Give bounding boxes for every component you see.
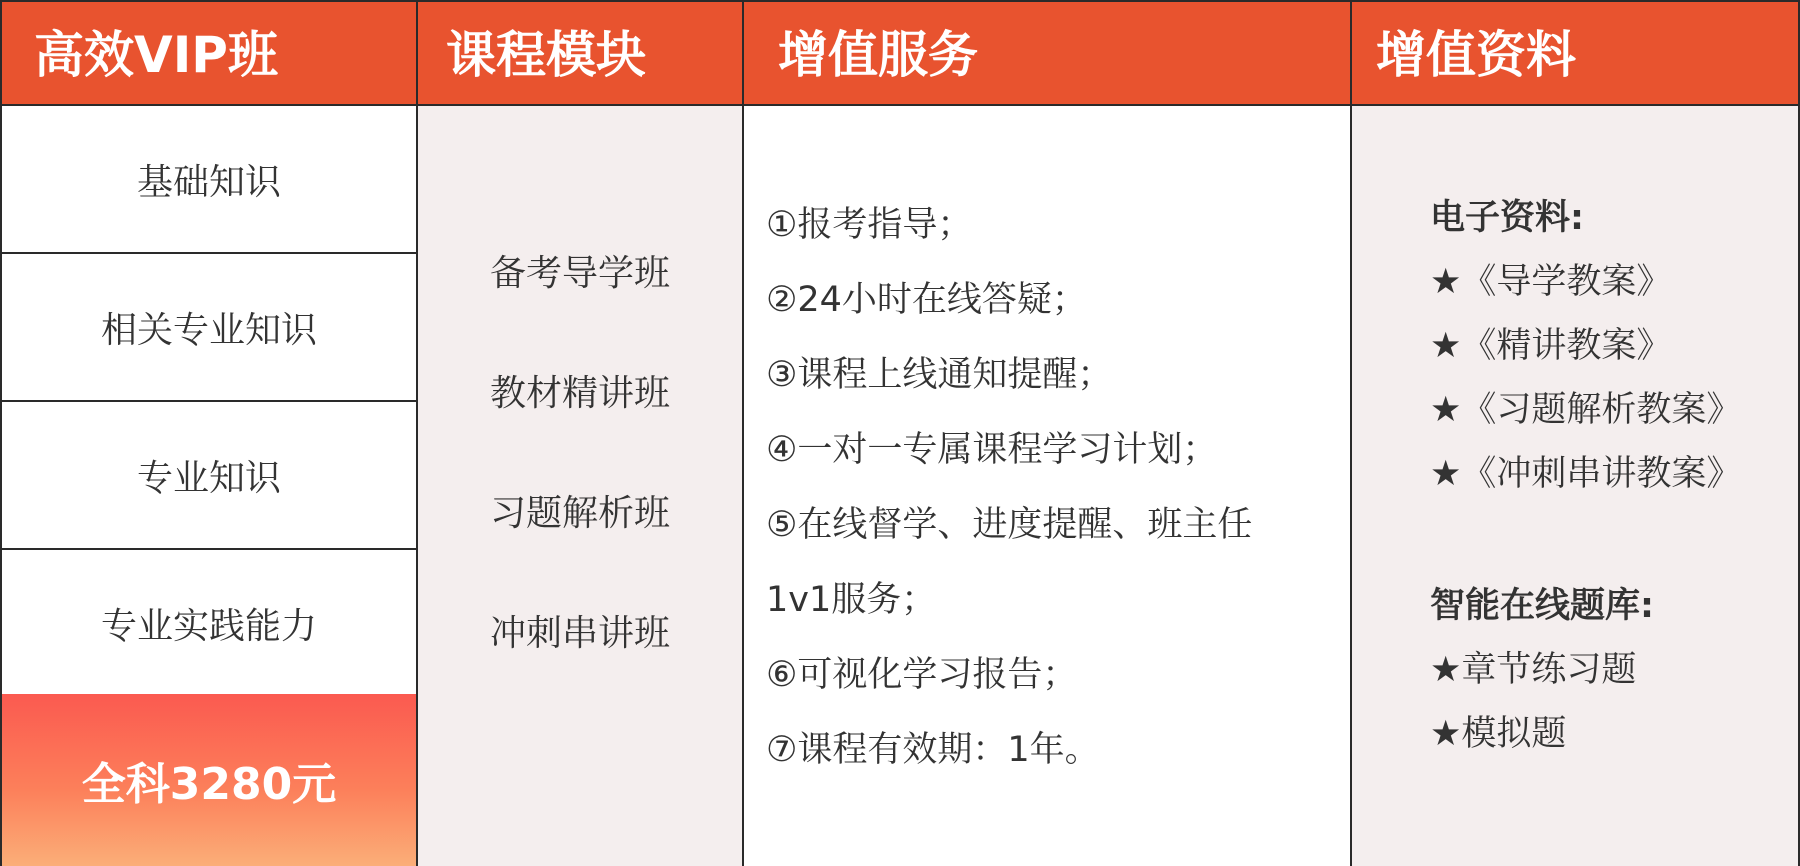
- service-item: ②24小时在线答疑；: [766, 280, 1087, 320]
- module-item: 冲刺串讲班: [489, 613, 670, 654]
- question-bank-item: ★模拟题: [1430, 714, 1567, 754]
- service-item: ④一对一专属课程学习计划；: [766, 430, 1218, 470]
- module-item: 备考导学班: [489, 253, 670, 294]
- plan-item-related: 相关专业知识: [2, 254, 416, 402]
- service-item: ⑤在线督学、进度提醒、班主任: [766, 505, 1253, 545]
- header-materials: 增值资料: [1352, 0, 1800, 106]
- modules-column: [418, 106, 744, 866]
- material-item: ★《冲刺串讲教案》: [1430, 454, 1742, 494]
- plan-item-professional: 专业知识: [2, 402, 416, 550]
- materials-column: [1352, 106, 1800, 866]
- header-modules: 课程模块: [418, 0, 744, 106]
- service-list: [766, 188, 1320, 788]
- service-item: 1v1服务；: [766, 580, 937, 620]
- module-list: [418, 246, 742, 726]
- service-item: ③课程上线通知提醒；: [766, 355, 1113, 395]
- plan-item-basic: 基础知识: [2, 106, 416, 254]
- plan-item-practice: 专业实践能力: [2, 550, 416, 698]
- plan-column: [0, 106, 418, 866]
- module-item: 教材精讲班: [489, 373, 670, 414]
- service-item: ⑥可视化学习报告；: [766, 655, 1078, 695]
- service-item: ①报考指导；: [766, 205, 973, 245]
- material-item: ★《导学教案》: [1430, 262, 1672, 302]
- services-column: [744, 106, 1352, 866]
- material-item: ★《习题解析教案》: [1430, 390, 1742, 430]
- service-item: ⑦课程有效期：1年。: [766, 730, 1100, 770]
- electronic-materials-title: 电子资料:: [1430, 198, 1584, 238]
- module-item: 习题解析班: [489, 493, 670, 534]
- price-badge: 全科3280元: [2, 694, 416, 866]
- question-bank-item: ★章节练习题: [1430, 650, 1637, 690]
- header-plan: 高效VIP班: [0, 0, 418, 106]
- electronic-materials: [1430, 186, 1788, 506]
- question-bank-title: 智能在线题库:: [1430, 586, 1654, 626]
- header-services: 增值服务: [744, 0, 1352, 106]
- material-item: ★《精讲教案》: [1430, 326, 1672, 366]
- question-bank: [1430, 574, 1788, 766]
